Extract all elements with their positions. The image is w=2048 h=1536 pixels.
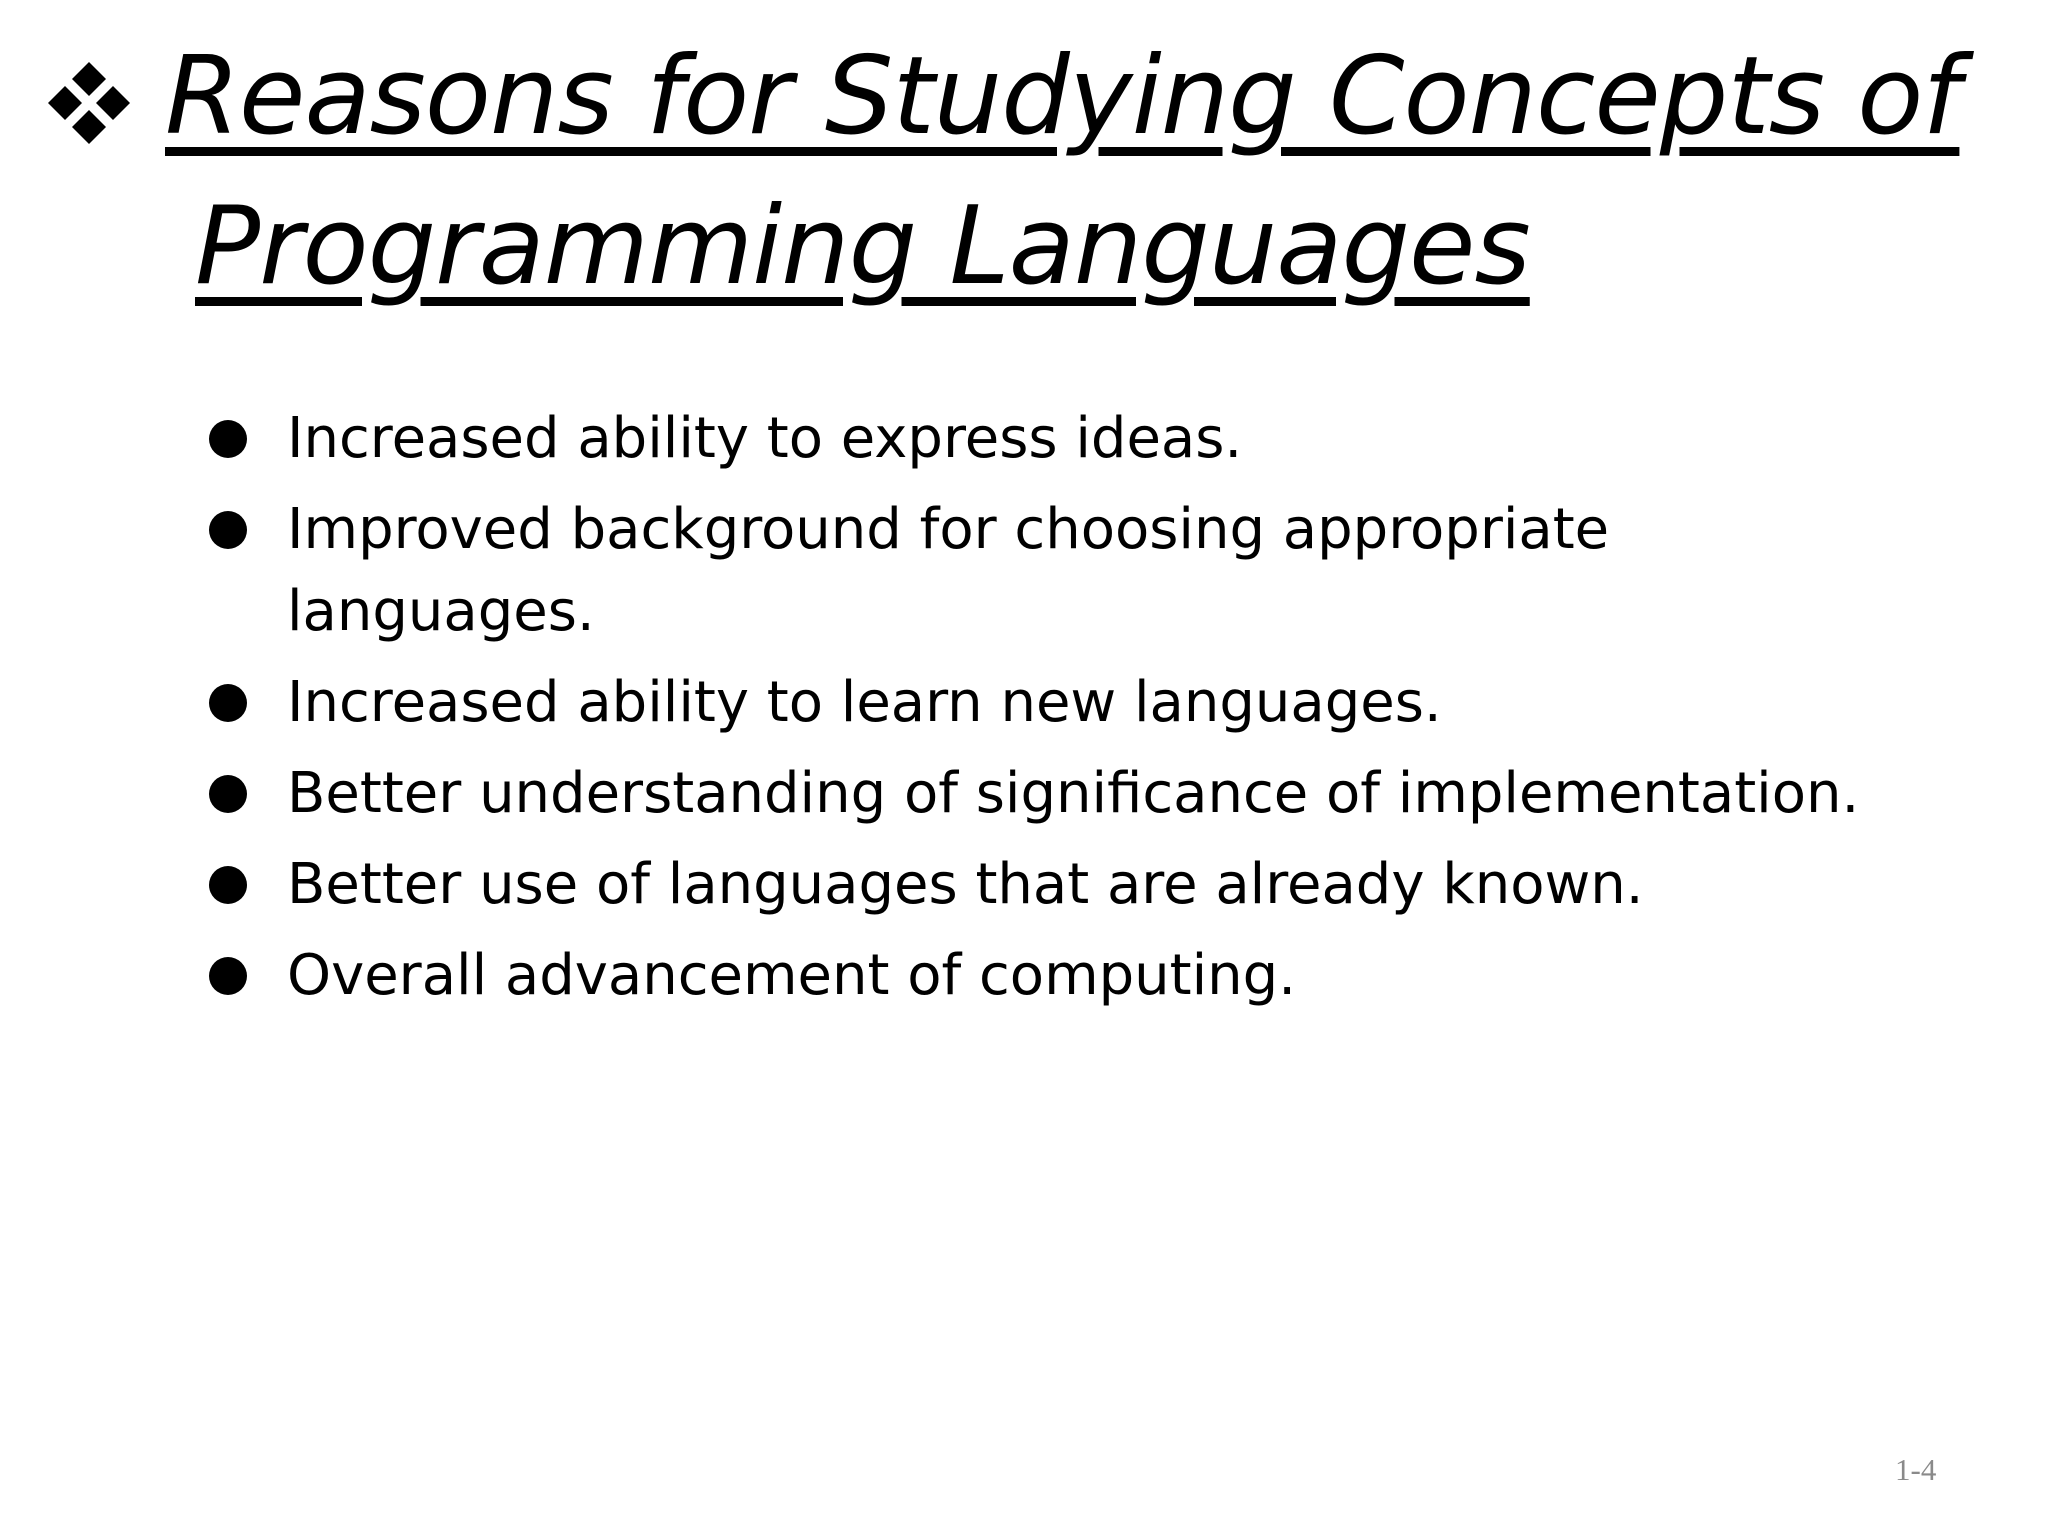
filled-circle-bullet-icon <box>209 684 247 722</box>
title-line-1: Reasons for Studying Concepts of <box>165 34 1960 159</box>
filled-circle-bullet-icon <box>209 866 247 904</box>
filled-circle-bullet-icon <box>209 775 247 813</box>
list-item-text: Better understanding of significance of implementation. <box>287 761 1860 826</box>
page-number: 1-4 <box>1895 1452 1937 1487</box>
list-item <box>205 489 1707 653</box>
list-item-text: Better use of languages that are already known. <box>287 852 1644 917</box>
filled-circle-bullet-icon <box>209 957 247 995</box>
list-item-text: Increased ability to express ideas. <box>287 406 1243 471</box>
slide-title <box>165 22 1960 322</box>
list-item <box>205 398 1905 480</box>
four-diamond-bullet-icon <box>44 58 134 148</box>
title-line-2: Programming Languages <box>195 184 1530 309</box>
bullet-list <box>205 398 1905 1026</box>
list-item <box>205 753 1905 835</box>
list-item-text: Improved background for choosing appropriate languages. <box>287 497 1610 644</box>
list-item <box>205 662 1905 744</box>
list-item-text: Increased ability to learn new languages. <box>287 670 1442 735</box>
list-item <box>205 935 1905 1017</box>
list-item <box>205 844 1905 926</box>
filled-circle-bullet-icon <box>209 420 247 458</box>
list-item-text: Overall advancement of computing. <box>287 943 1297 1008</box>
filled-circle-bullet-icon <box>209 511 247 549</box>
